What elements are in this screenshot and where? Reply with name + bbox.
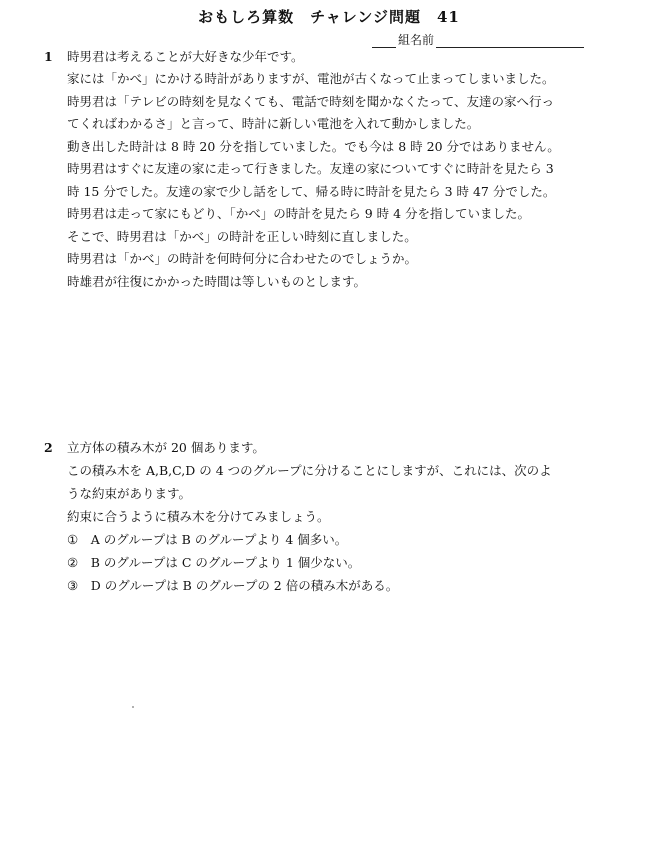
- question-line: 時男君は「テレビの時刻を見なくても、電話で時刻を聞かなくたって、友達の家へ行っ: [67, 94, 555, 109]
- question-line: 家には「かべ」にかける時計がありますが、電池が古くなって止まってしまいました。: [67, 71, 555, 86]
- question-line: 時男君は「かべ」の時計を何時何分に合わせたのでしょうか。: [67, 251, 418, 266]
- scan-speck: [132, 706, 134, 708]
- question-line: 時雄君が往復にかかった時間は等しいものとします。: [67, 274, 367, 289]
- question-line: そこで、時男君は「かべ」の時計を正しい時刻に直しました。: [67, 229, 417, 244]
- question-line: 時男君はすぐに友達の家に走って行きました。友達の家についてすぐに時計を見たら 3: [67, 161, 554, 176]
- question-line: 時 15 分でした。友達の家で少し話をして、帰る時に時計を見たら 3 時 47 分でした。: [67, 184, 556, 199]
- question-line: 時男君は走って家にもどり、「かべ」の時計を見たら 9 時 4 分を指していました。: [67, 206, 531, 221]
- question-line: てくればわかるさ」と言って、時計に新しい電池を入れて動かしました。: [67, 116, 480, 131]
- question-line: この積み木を A,B,C,D の 4 つのグループに分けることにしますが、これには、次のよ: [67, 463, 552, 478]
- name-blank: [436, 35, 584, 48]
- name-label: 組名前: [398, 33, 435, 47]
- question-number: 2: [44, 440, 53, 455]
- question-number: 1: [44, 49, 53, 64]
- question-line: うな約束があります。: [67, 486, 192, 501]
- condition-item: ② B のグループは C のグループより 1 個少ない。: [67, 555, 361, 570]
- condition-item: ③ D のグループは B のグループの 2 倍の積み木がある。: [67, 578, 399, 593]
- condition-item: ① A のグループは B のグループより 4 個多い。: [67, 532, 348, 547]
- page-title: おもしろ算数 チャレンジ問題 41: [198, 8, 460, 26]
- question-line: 動き出した時計は 8 時 20 分を指していました。でも今は 8 時 20 分ではありません。: [67, 139, 560, 154]
- question-line: 時男君は考えることが大好きな少年です。: [67, 49, 304, 64]
- name-field: [372, 31, 584, 48]
- question-line: 約束に合うように積み木を分けてみましょう。: [67, 509, 330, 524]
- question-line: 立方体の積み木が 20 個あります。: [67, 440, 265, 455]
- class-blank: [372, 35, 396, 48]
